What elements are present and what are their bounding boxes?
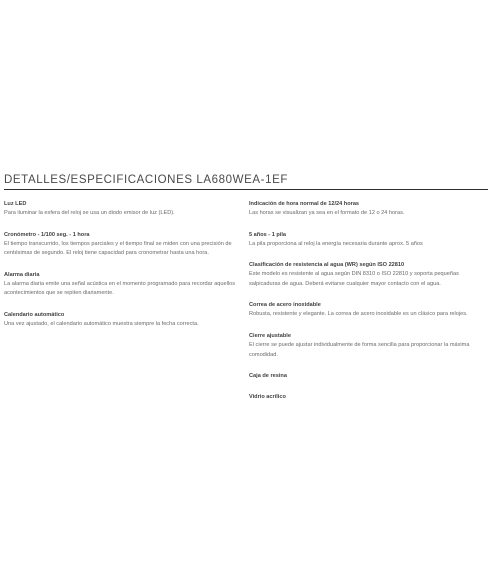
spec-item-adjustable-clasp bbox=[249, 332, 485, 360]
spec-description: Robusta, resistente y elegante. La correa de acero inoxidable es un clásico para relojes. bbox=[249, 311, 468, 318]
spec-item-led-light bbox=[4, 200, 236, 219]
specs-right-column bbox=[249, 200, 485, 414]
spec-title: Correa de acero inoxidable bbox=[249, 302, 321, 309]
spec-item-water-resistance bbox=[249, 261, 485, 289]
specs-left-column bbox=[4, 200, 236, 342]
spec-item-steel-strap bbox=[249, 301, 485, 320]
spec-title: Luz LED bbox=[4, 201, 27, 207]
section-divider bbox=[4, 189, 488, 190]
spec-item-time-format bbox=[249, 200, 485, 219]
spec-description: Para iluminar la esfera del reloj se usa un diodo emisor de luz (LED). bbox=[4, 210, 175, 216]
spec-description: Este modelo es resistente al agua según DIN 8310 o ISO 22810 y soporta pequeñas salpicaduras de agua. Deberá evitarse cualquier mayor contacto con el agua. bbox=[249, 271, 459, 287]
spec-item-battery bbox=[249, 231, 485, 250]
spec-title: Cierre ajustable bbox=[249, 332, 291, 339]
spec-title: Indicación de hora normal de 12/24 horas bbox=[249, 201, 360, 207]
spec-description: El cierre se puede ajustar individualmente de forma sencilla para proporcionar la máxima comodidad. bbox=[249, 341, 470, 358]
spec-item-stopwatch bbox=[4, 231, 236, 259]
section-title: DETALLES/ESPECIFICACIONES LA680WEA-1EF bbox=[4, 174, 288, 186]
spec-title: Vidrio acrílico bbox=[249, 394, 286, 401]
spec-title: Cronómetro - 1/100 seg. - 1 hora bbox=[4, 231, 90, 238]
spec-item-auto-calendar bbox=[4, 311, 236, 330]
spec-item-daily-alarm bbox=[4, 271, 236, 299]
spec-description: La pila proporciona al reloj la energía necesaria durante aprox. 5 años bbox=[249, 240, 423, 247]
spec-title: Caja de resina bbox=[249, 373, 287, 380]
spec-description: Las horas se visualizan ya sea en el formato de 12 o 24 horas. bbox=[249, 210, 405, 216]
spec-description: La alarma diaria emite una señal acústica en el momento programado para recordar aquellos acontecimientos que se repiten diariamente. bbox=[4, 280, 236, 297]
spec-item-resin-case bbox=[249, 372, 485, 381]
spec-description: Una vez ajustado, el calendario automático muestra siempre la fecha correcta. bbox=[4, 320, 199, 327]
spec-item-acrylic-glass bbox=[249, 393, 485, 402]
spec-title: Alarma diaria bbox=[4, 271, 40, 278]
spec-title: 5 años - 1 pila bbox=[249, 231, 286, 238]
spec-title: Clasificación de resistencia al agua (WR) según ISO 22810 bbox=[249, 262, 405, 269]
spec-title: Calendario automático bbox=[4, 311, 65, 318]
spec-description: El tiempo transcurrido, los tiempos parciales y el tiempo final se miden con una precisión de centésimas de segundo. El reloj tiene capacidad para cronometrar hasta una hora. bbox=[4, 240, 232, 257]
